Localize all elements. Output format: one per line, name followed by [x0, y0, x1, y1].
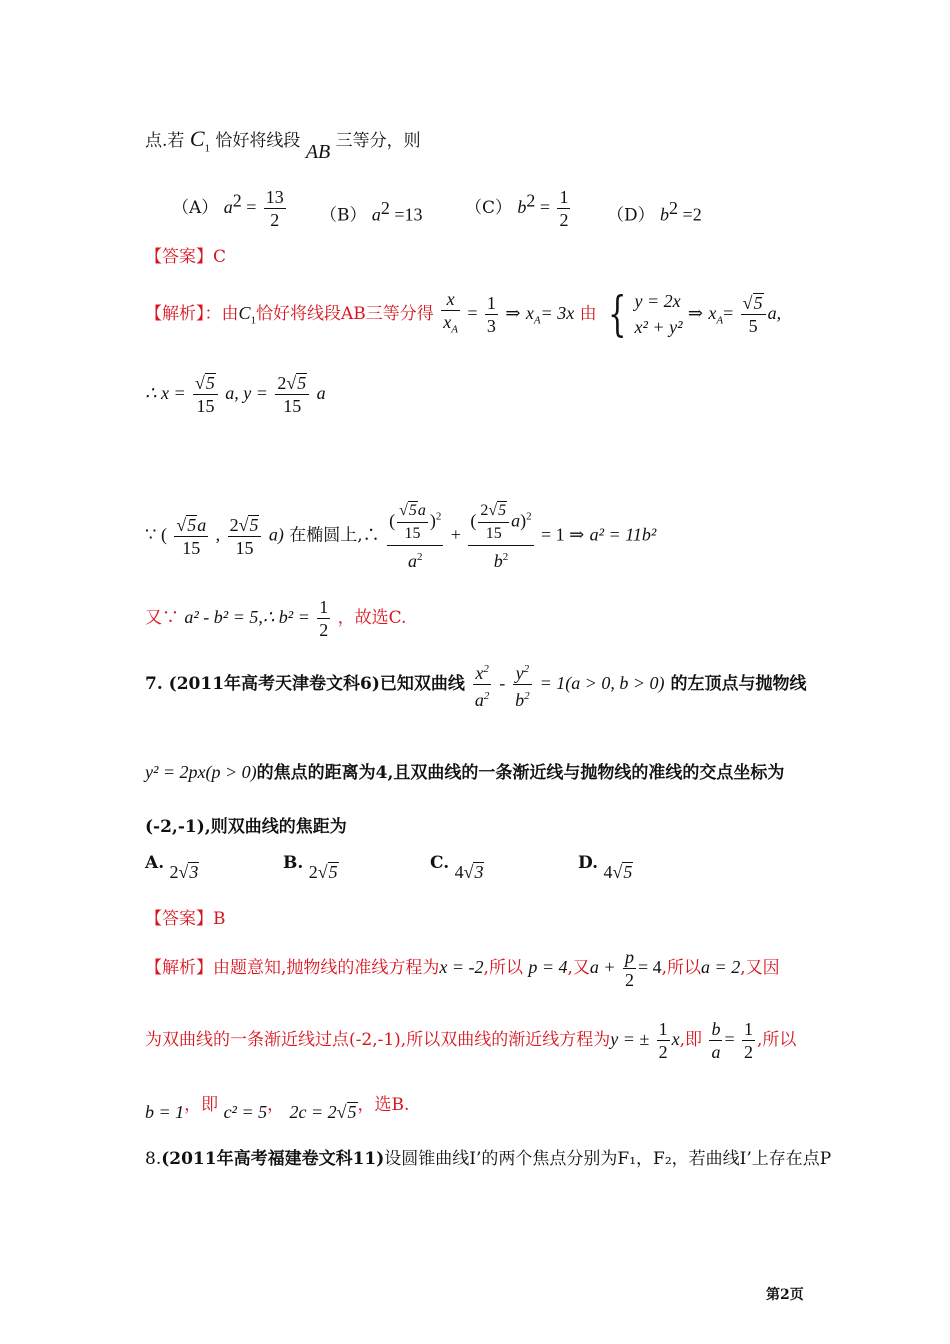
q6-analysis-line1: 【解析】：由$C_1$恰好将线段AB三等分得 $\frac{x}{x_A}$ = $\frac{1}{3}$ ⇒ $x_A= 3x$ 由 { y = 2x x² + y² ⇒ $x_A=$ $\frac{√5}{5}$ a, — [145, 286, 782, 343]
q7-option-a: A. 2√3 — [145, 853, 199, 882]
q7-line1: 7. (2011年高考天津卷文科6)已知双曲线 $\frac{x^2}{a^2}$ - $\frac{y^2}{b^2}$ = 1(a > 0, b > 0) 的左顶点与抛物线 — [145, 658, 806, 711]
analysis-label: 【解析】 — [145, 303, 205, 324]
q6-analysis-line2: ∴ x = $\frac{√5}{15}$ a, y = $\frac{2√5}{15}$ a — [145, 373, 326, 416]
intro-prefix: 点.若 — [145, 131, 185, 151]
intro-line — [145, 126, 421, 163]
q7-line3: (-2,-1),则双曲线的焦距为 — [145, 817, 347, 837]
q6-answer: 【答案】C — [145, 247, 227, 267]
q7-option-b: B. 2√5 — [283, 853, 338, 882]
q7-analysis-line1: 【解析】由题意知,抛物线的准线方程为x = -2,所以 p = 4,又a + $\frac{p}{2}$ = 4,所以a = 2,又因 — [145, 947, 780, 990]
segment-ab: AB — [305, 141, 331, 163]
q6-option-c: （C） $b^2$ = $\frac{1}{2}$ — [465, 187, 569, 230]
q7-analysis-line3: b = 1，即 c² = 5， 2c = 2√5，选B. — [145, 1095, 410, 1122]
q8-line1: 8.(2011年高考福建卷文科11)设圆锥曲线I’的两个焦点分别为F₁，F₂，若曲线I’上存在点P — [145, 1149, 832, 1169]
q7-answer: 【答案】B — [145, 909, 226, 929]
q6-analysis-line3: ∵ ( $\frac{√5a}{15}$ , $\frac{2√5}{15}$ a) 在椭圆上,∴ ( $\frac{√5a}{15}$ )$^2$ $a^2$ + ( $\frac{2√5}{15}$ a)$^2$ $b^2$ = 1 ⇒ a² = 11b² — [145, 502, 657, 571]
page-number: 第2页 — [766, 1287, 804, 1303]
intro-middle: 恰好将线段 — [215, 131, 301, 151]
q6-analysis-line4: 又∵ a² - b² = 5,∴ b² = $\frac{1}{2}$ ，故选C. — [145, 597, 407, 640]
q6-option-b: （B） $a^2 =13$ — [320, 198, 423, 226]
q6-option-a: （A） $a^2$ = $\frac{13}{2}$ — [172, 187, 284, 230]
q7-line2: y² = 2px(p > 0)的焦点的距离为4,且双曲线的一条渐近线与抛物线的准线的交点坐标为 — [145, 762, 785, 783]
c1-symbol-2: $C_1$ — [238, 302, 257, 327]
intro-suffix: 三等分，则 — [335, 131, 421, 151]
c1-symbol: $C_1$ — [189, 126, 210, 155]
q7-option-c: C. 4√3 — [430, 853, 484, 882]
q7-option-d: D. 4√5 — [578, 853, 633, 882]
q7-analysis-line2: 为双曲线的一条渐近线过点(-2,-1),所以双曲线的渐近线方程为y = ± $\frac{1}{2}$ x,即 $\frac{b}{a}$ = $\frac{1}{2}$ ,所以 — [145, 1019, 797, 1062]
q6-option-d: （D） $b^2 =2$ — [607, 198, 702, 226]
